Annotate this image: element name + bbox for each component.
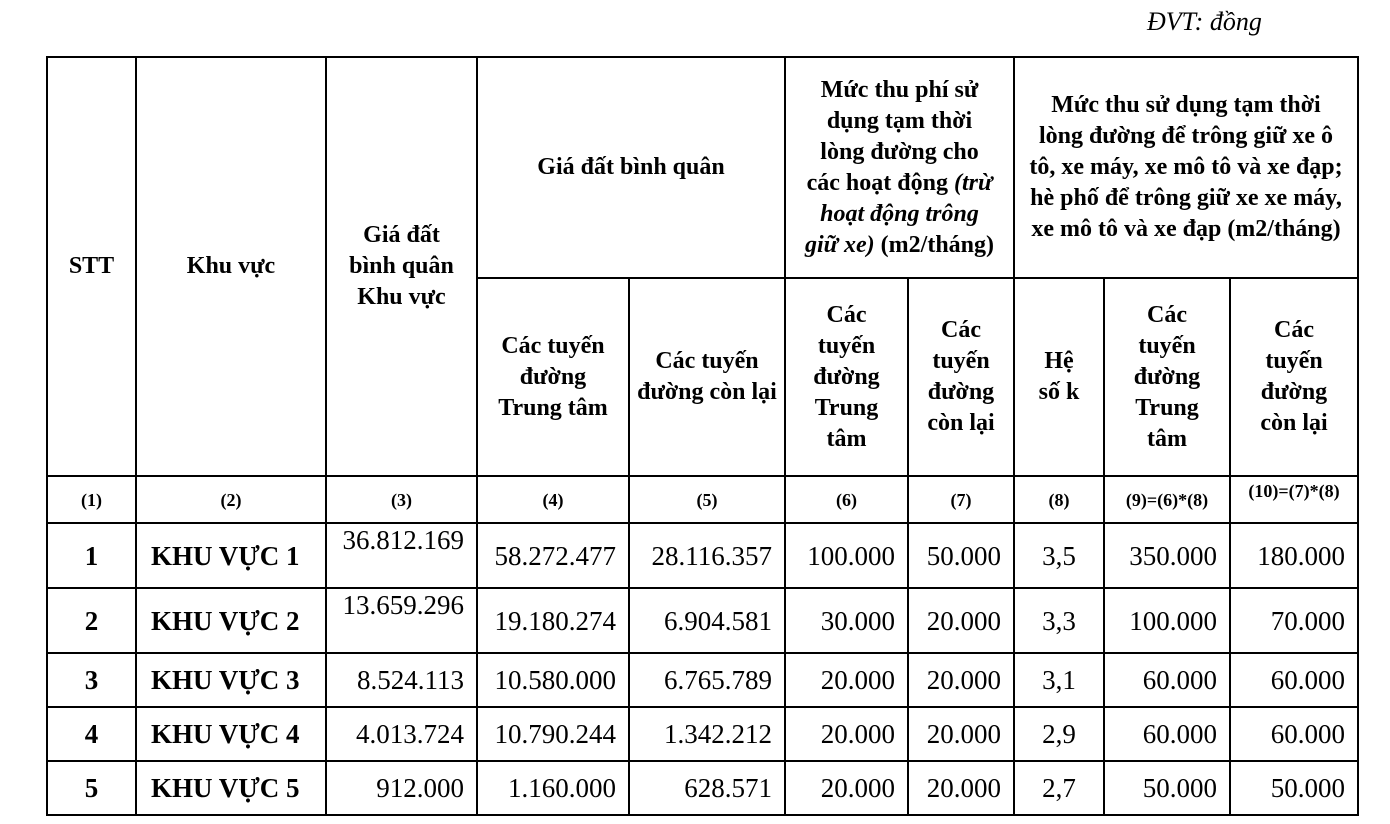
cell-xe-cl: 70.000 bbox=[1230, 588, 1358, 653]
index-3: (3) bbox=[326, 476, 477, 523]
header-c5: Các tuyến đường còn lại bbox=[629, 278, 785, 476]
cell-gia-kv: 912.000 bbox=[326, 761, 477, 815]
cell-cl: 6.904.581 bbox=[629, 588, 785, 653]
header-muc-thu-phi bbox=[785, 57, 1014, 278]
cell-gia-kv: 4.013.724 bbox=[326, 707, 477, 761]
cell-khu-vuc: KHU VỰC 3 bbox=[136, 653, 326, 707]
cell-gia-kv: 13.659.296 bbox=[326, 588, 477, 653]
index-4: (4) bbox=[477, 476, 629, 523]
cell-gia-kv: 8.524.113 bbox=[326, 653, 477, 707]
index-6: (6) bbox=[785, 476, 908, 523]
cell-phi-cl: 20.000 bbox=[908, 761, 1014, 815]
table-row bbox=[47, 761, 1358, 815]
cell-phi-tt: 20.000 bbox=[785, 707, 908, 761]
cell-xe-cl: 60.000 bbox=[1230, 707, 1358, 761]
cell-xe-cl: 180.000 bbox=[1230, 523, 1358, 588]
unit-note: ĐVT: đồng bbox=[1147, 7, 1262, 36]
header-muc-thu-trong-giu-xe: Mức thu sử dụng tạm thời lòng đường để trông giữ xe ô tô, xe máy, xe mô tô và xe đạp; hè phố để trông giữ xe xe máy, xe mô tô và xe đạp (m2/tháng) bbox=[1014, 57, 1358, 278]
cell-xe-tt: 60.000 bbox=[1104, 707, 1230, 761]
cell-cl: 6.765.789 bbox=[629, 653, 785, 707]
header-c8: Hệ số k bbox=[1014, 278, 1104, 476]
cell-stt: 5 bbox=[47, 761, 136, 815]
header-row-1 bbox=[47, 57, 1358, 278]
cell-cl: 28.116.357 bbox=[629, 523, 785, 588]
table-row bbox=[47, 523, 1358, 588]
cell-cl: 1.342.212 bbox=[629, 707, 785, 761]
cell-xe-cl: 50.000 bbox=[1230, 761, 1358, 815]
cell-xe-cl: 60.000 bbox=[1230, 653, 1358, 707]
cell-phi-tt: 30.000 bbox=[785, 588, 908, 653]
header-c6: Các tuyến đường Trung tâm bbox=[785, 278, 908, 476]
header-c9: Các tuyến đường Trung tâm bbox=[1104, 278, 1230, 476]
header-muc-thu-phi-main: Mức thu phí sử dụng tạm thời lòng đường cho các hoạt động bbox=[806, 76, 979, 196]
header-c7: Các tuyến đường còn lại bbox=[908, 278, 1014, 476]
index-7: (7) bbox=[908, 476, 1014, 523]
cell-phi-cl: 20.000 bbox=[908, 588, 1014, 653]
index-1: (1) bbox=[47, 476, 136, 523]
header-muc-thu-phi-note: (trừ hoạt động trông giữ xe) bbox=[804, 169, 993, 258]
cell-tt: 10.790.244 bbox=[477, 707, 629, 761]
index-10: (10)=(7)*(8) bbox=[1230, 476, 1358, 523]
cell-khu-vuc: KHU VỰC 5 bbox=[136, 761, 326, 815]
header-khu-vuc: Khu vực bbox=[136, 57, 326, 476]
cell-gia-kv: 36.812.169 bbox=[326, 523, 477, 588]
index-8: (8) bbox=[1014, 476, 1104, 523]
cell-tt: 58.272.477 bbox=[477, 523, 629, 588]
cell-k: 3,3 bbox=[1014, 588, 1104, 653]
header-c4: Các tuyến đường Trung tâm bbox=[477, 278, 629, 476]
cell-xe-tt: 350.000 bbox=[1104, 523, 1230, 588]
cell-tt: 1.160.000 bbox=[477, 761, 629, 815]
cell-khu-vuc: KHU VỰC 2 bbox=[136, 588, 326, 653]
header-gia-dat-binh-quan: Giá đất bình quân bbox=[477, 57, 785, 278]
cell-phi-tt: 100.000 bbox=[785, 523, 908, 588]
cell-phi-cl: 20.000 bbox=[908, 653, 1014, 707]
cell-phi-tt: 20.000 bbox=[785, 653, 908, 707]
cell-khu-vuc: KHU VỰC 4 bbox=[136, 707, 326, 761]
cell-k: 3,1 bbox=[1014, 653, 1104, 707]
cell-xe-tt: 60.000 bbox=[1104, 653, 1230, 707]
header-gia-dat-khu-vuc: Giá đất bình quân Khu vực bbox=[326, 57, 477, 476]
cell-xe-tt: 100.000 bbox=[1104, 588, 1230, 653]
cell-stt: 4 bbox=[47, 707, 136, 761]
index-2: (2) bbox=[136, 476, 326, 523]
cell-phi-tt: 20.000 bbox=[785, 761, 908, 815]
cell-tt: 19.180.274 bbox=[477, 588, 629, 653]
table-row bbox=[47, 707, 1358, 761]
cell-tt: 10.580.000 bbox=[477, 653, 629, 707]
cell-k: 2,7 bbox=[1014, 761, 1104, 815]
index-9: (9)=(6)*(8) bbox=[1104, 476, 1230, 523]
cell-k: 2,9 bbox=[1014, 707, 1104, 761]
cell-phi-cl: 50.000 bbox=[908, 523, 1014, 588]
cell-k: 3,5 bbox=[1014, 523, 1104, 588]
cell-khu-vuc: KHU VỰC 1 bbox=[136, 523, 326, 588]
cell-stt: 3 bbox=[47, 653, 136, 707]
header-stt: STT bbox=[47, 57, 136, 476]
cell-stt: 1 bbox=[47, 523, 136, 588]
cell-phi-cl: 20.000 bbox=[908, 707, 1014, 761]
header-muc-thu-phi-unit: (m2/tháng) bbox=[880, 231, 995, 258]
cell-xe-tt: 50.000 bbox=[1104, 761, 1230, 815]
fee-table bbox=[46, 56, 1359, 816]
header-c10: Các tuyến đường còn lại bbox=[1230, 278, 1358, 476]
cell-stt: 2 bbox=[47, 588, 136, 653]
table-row bbox=[47, 588, 1358, 653]
table-row bbox=[47, 653, 1358, 707]
column-index-row bbox=[47, 476, 1358, 523]
cell-cl: 628.571 bbox=[629, 761, 785, 815]
index-5: (5) bbox=[629, 476, 785, 523]
